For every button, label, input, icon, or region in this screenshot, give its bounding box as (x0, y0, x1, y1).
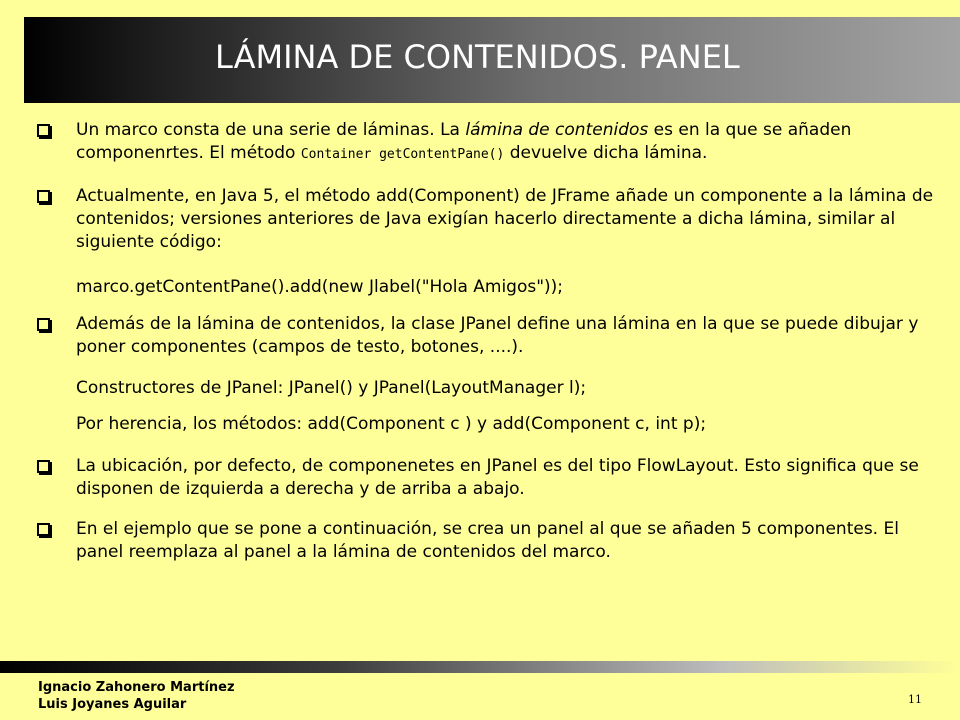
square-bullet-icon (37, 523, 50, 536)
square-bullet-icon (37, 124, 50, 137)
square-bullet-icon (37, 190, 50, 203)
bullet-text (76, 119, 946, 166)
square-bullet-icon (37, 318, 50, 331)
footer-author-1: Ignacio Zahonero Martínez (38, 680, 235, 695)
code-example-line: marco.getContentPane().add(new Jlabel("Hola Amigos")); (76, 277, 564, 297)
bullet-text-segment: Un marco consta de una serie de láminas. La (76, 120, 466, 140)
page-number: 11 (908, 693, 922, 706)
bullet-text: Además de la lámina de contenidos, la clase JPanel define una lámina en la que se puede dibujar y poner componentes (campos de testo, botones, ....). (76, 314, 919, 357)
bullet-text: En el ejemplo que se pone a continuación, se crea un panel al que se añaden 5 componentes. El panel reemplaza al panel a la lámina de contenidos del marco. (76, 519, 899, 562)
inheritance-line: Por herencia, los métodos: add(Component c ) y add(Component c, int p); (76, 414, 707, 434)
slide-title: LÁMINA DE CONTENIDOS. PANEL (215, 38, 740, 76)
bullet-text-emphasis: lámina de contenidos (465, 120, 649, 140)
bullet-text-code: Container getContentPane() (300, 147, 505, 162)
bullet-text: Actualmente, en Java 5, el método add(Component) de JFrame añade un componente a la lámina de contenidos; versiones anteriores de Java exigían hacerlo directamente a dicha lámina, similar al siguiente código: (76, 186, 934, 252)
bullet-text-segment: devuelve dicha lámina. (504, 143, 708, 163)
footer-author-2: Luis Joyanes Aguilar (38, 697, 187, 712)
bullet-text: La ubicación, por defecto, de componenetes en JPanel es del tipo FlowLayout. Esto significa que se disponen de izquierda a derecha y de arriba a abajo. (76, 456, 919, 499)
footer-divider (0, 661, 960, 673)
square-bullet-icon (37, 460, 50, 473)
constructors-line: Constructores de JPanel: JPanel() y JPanel(LayoutManager l); (76, 378, 587, 398)
bullet-text-segment: es en la que se añaden componenrtes. El método (76, 120, 852, 163)
